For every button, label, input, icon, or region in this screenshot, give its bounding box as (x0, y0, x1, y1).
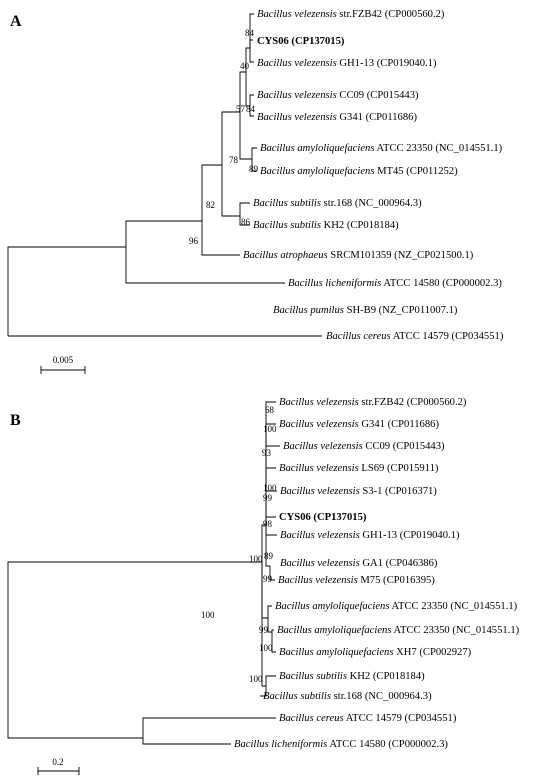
panel-a-leaf-8: Bacillus subtilis str.168 (NC_000964.3) (253, 198, 422, 209)
panel-a (8, 9, 504, 374)
panel-a-bootstrap-values (189, 28, 259, 246)
panel-a-letter: A (10, 13, 22, 30)
panel-b-leaf-1: Bacillus velezensis str.FZB42 (CP000560.2) (279, 397, 467, 408)
panel-a-leaf-7: Bacillus amyloliquefaciens MT45 (CP011252) (260, 166, 458, 177)
panel-a-leaf-1: Bacillus velezensis str.FZB42 (CP000560.2) (257, 9, 445, 20)
panel-b-letter: B (10, 412, 21, 429)
panel-a-leaf-12: Bacillus pumilus SH-B9 (NZ_CP011007.1) (273, 305, 458, 316)
panel-a-leaf-13: Bacillus cereus ATCC 14579 (CP034551) (326, 331, 504, 342)
panel-b-leaf-6-cys06: CYS06 (CP137015) (279, 512, 367, 523)
panel-b-leaf-13: Bacillus subtilis KH2 (CP018184) (279, 671, 425, 682)
bootstrap-value: 93 (262, 448, 271, 458)
panel-b-leaf-5: Bacillus velezensis S3-1 (CP016371) (280, 486, 437, 497)
bootstrap-value: 68 (265, 405, 274, 415)
panel-b-leaf-16: Bacillus licheniformis ATCC 14580 (CP000002.3) (234, 739, 448, 750)
panel-b-leaf-14: Bacillus subtilis str.168 (NC_000964.3) (263, 691, 432, 702)
panel-b-tree-branches (8, 402, 280, 744)
bootstrap-value: 89 (249, 164, 258, 174)
bootstrap-value: 89 (264, 551, 273, 561)
scale-bar-label: 0.2 (52, 757, 64, 767)
panel-b-leaf-labels (234, 397, 520, 750)
panel-b-scale-bar (38, 757, 79, 775)
panel-a-leaf-11: Bacillus licheniformis ATCC 14580 (CP000002.3) (288, 278, 502, 289)
bootstrap-value: 82 (206, 200, 215, 210)
bootstrap-value: 84 (246, 104, 255, 114)
panel-a-scale-bar (41, 355, 85, 374)
bootstrap-value: 100 (259, 643, 273, 653)
panel-a-leaf-2-cys06: CYS06 (CP137015) (257, 36, 345, 47)
bootstrap-value: 99 (263, 493, 272, 503)
bootstrap-value: 40 (240, 61, 249, 71)
panel-b-leaf-4: Bacillus velezensis LS69 (CP015911) (279, 463, 439, 474)
bootstrap-value: 86 (241, 217, 250, 227)
panel-a-leaf-10: Bacillus atrophaeus SRCM101359 (NZ_CP021500.1) (243, 250, 474, 261)
bootstrap-value: 100 (249, 554, 263, 564)
panel-a-leaf-5: Bacillus velezensis G341 (CP011686) (257, 112, 417, 123)
panel-b-leaf-7: Bacillus velezensis GH1-13 (CP019040.1) (280, 530, 460, 541)
bootstrap-value: 98 (263, 519, 272, 529)
panel-b (8, 397, 520, 775)
bootstrap-value: 100 (263, 424, 277, 434)
panel-b-leaf-9: Bacillus velezensis M75 (CP016395) (278, 575, 435, 586)
bootstrap-value: 99 (263, 574, 272, 584)
panel-b-leaf-11: Bacillus amyloliquefaciens ATCC 23350 (NC_014551.1) (277, 625, 520, 636)
panel-b-leaf-15: Bacillus cereus ATCC 14579 (CP034551) (279, 713, 457, 724)
panel-a-leaf-4: Bacillus velezensis CC09 (CP015443) (257, 90, 419, 101)
panel-b-leaf-3: Bacillus velezensis CC09 (CP015443) (283, 441, 445, 452)
panel-b-leaf-8: Bacillus velezensis GA1 (CP046386) (280, 558, 438, 569)
bootstrap-value: 100 (201, 610, 215, 620)
panel-a-leaf-labels (243, 9, 504, 342)
bootstrap-value: 57 (236, 104, 245, 114)
panel-b-leaf-12: Bacillus amyloliquefaciens XH7 (CP002927) (279, 647, 472, 658)
bootstrap-value: 78 (229, 155, 238, 165)
bootstrap-value: 100 (249, 674, 263, 684)
panel-a-leaf-6: Bacillus amyloliquefaciens ATCC 23350 (NC_014551.1) (260, 143, 503, 154)
panel-b-leaf-2: Bacillus velezensis G341 (CP011686) (279, 419, 439, 430)
bootstrap-value: 96 (189, 236, 198, 246)
panel-a-leaf-3: Bacillus velezensis GH1-13 (CP019040.1) (257, 58, 437, 69)
bootstrap-value: 99 (259, 625, 268, 635)
panel-b-leaf-10: Bacillus amyloliquefaciens ATCC 23350 (NC_014551.1) (275, 601, 518, 612)
panel-a-leaf-9: Bacillus subtilis KH2 (CP018184) (253, 220, 399, 231)
bootstrap-value: 84 (245, 28, 254, 38)
scale-bar-label: 0.005 (52, 355, 74, 365)
bootstrap-value: 100 (263, 483, 277, 493)
